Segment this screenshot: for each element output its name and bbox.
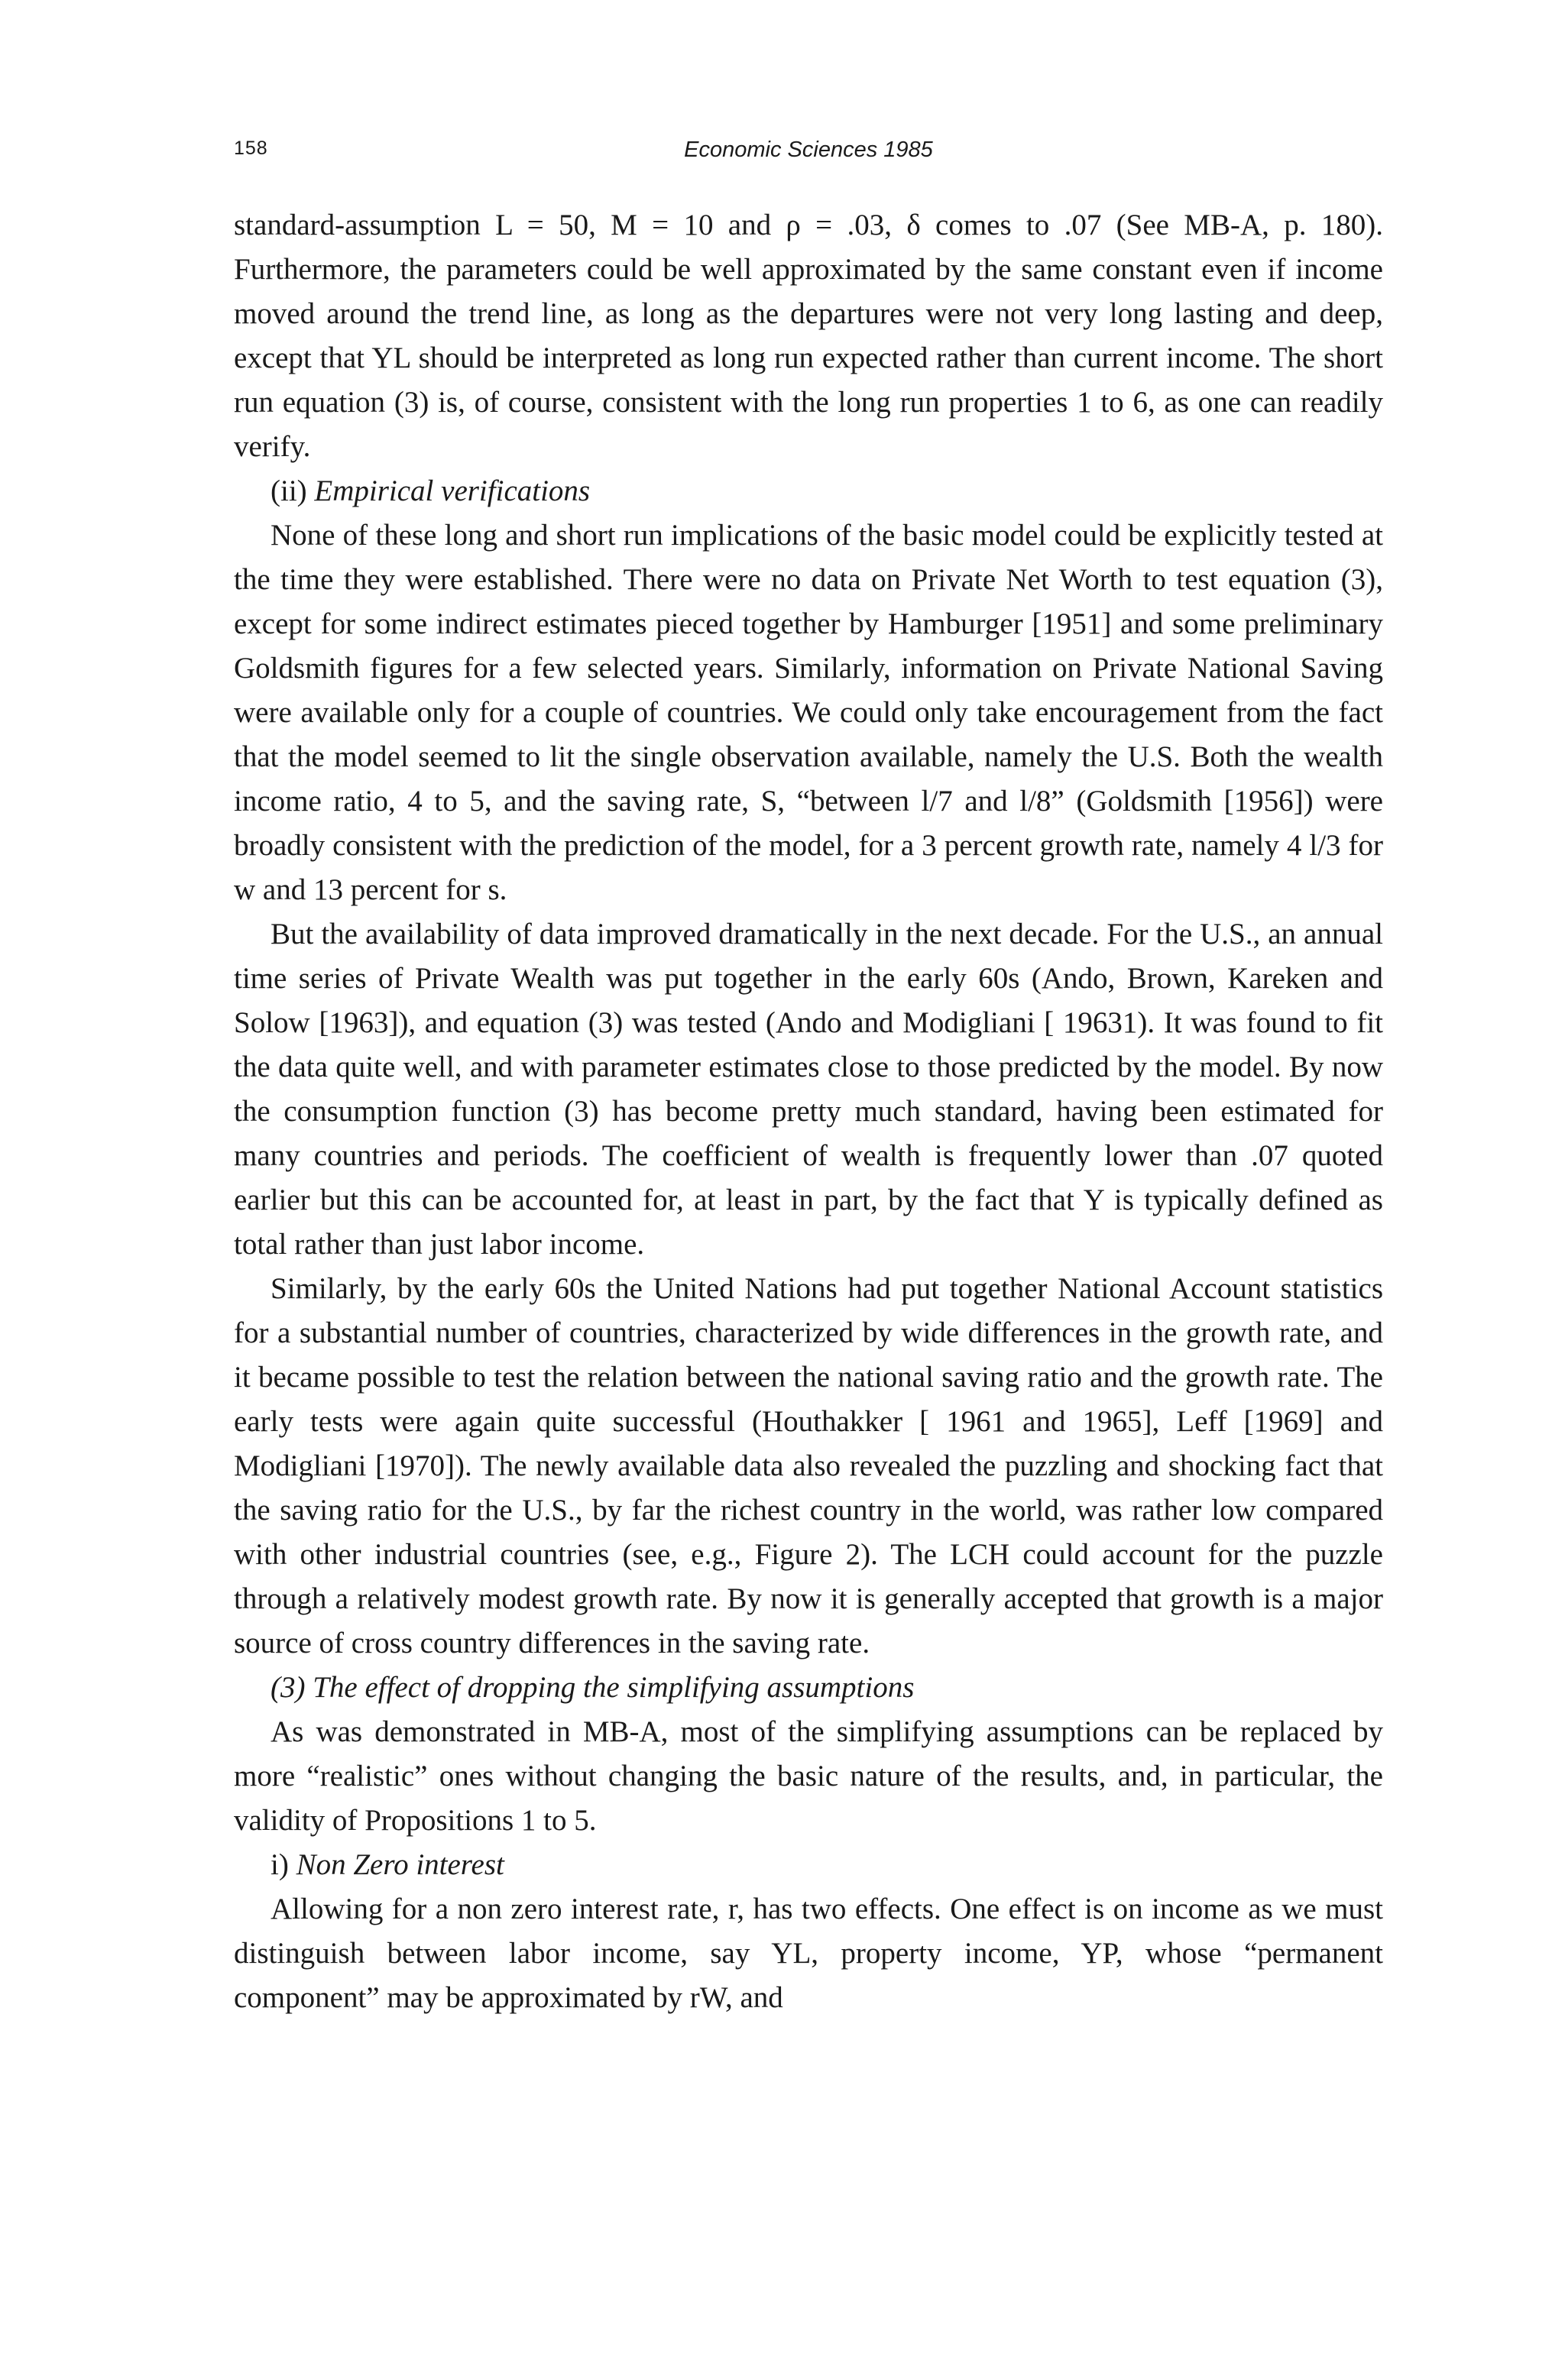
paragraph-united-nations: Similarly, by the early 60s the United Nations had put together National Account statistics for a substantial number of countries, characterized by wide differences in the growth rate, and it became possible to test the relation between the national saving ratio and the growth rate. The early tests were again quite successful (Houthakker [ 1961 and 1965], Leff [1969] and Modigliani [1970]). The newly available data also revealed the puzzling and shocking fact that the saving ratio for the U.S., by far the richest country in the world, was rather low compared with other industrial countries (see, e.g., Figure 2). The LCH could account for the puzzle through a relatively modest growth rate. By now it is generally accepted that growth is a major source of cross country differences in the saving rate.: [234, 1272, 1383, 1660]
text-body: [234, 203, 1383, 2020]
subsection-label: i): [271, 1848, 296, 1881]
subsection-title: Non Zero interest: [296, 1848, 504, 1881]
running-title: Economic Sciences 1985: [684, 138, 933, 162]
subsection-heading-non-zero-interest: [234, 1843, 1383, 1887]
paragraph-interest-rate: Allowing for a non zero interest rate, r, has two effects. One effect is on income as we must distinguish between labor income, say YL, property income, YP, whose “permanent component” may be approximated by rW, and: [234, 1893, 1383, 2014]
section-heading-simplifying-assumptions: (3) The effect of dropping the simplifying assumptions: [271, 1671, 915, 1704]
page-header: [234, 138, 1383, 176]
subsection-title: Empirical verifications: [314, 474, 591, 507]
subsection-label: (ii): [271, 474, 315, 507]
page-number: 158: [234, 138, 268, 159]
paragraph-continuation: standard-assumption L = 50, M = 10 and ρ = .03, δ comes to .07 (See MB-A, p. 180). Furthermore, the parameters could be well approximated by the same constant even if income moved around the trend line, as long as the departures were not very long lasting and deep, except that YL should be interpreted as long run expected rather than current income. The short run equation (3) is, of course, consistent with the long run properties 1 to 6, as one can readily verify.: [234, 209, 1383, 463]
subsection-heading-empirical-verifications: [234, 469, 1383, 513]
paragraph-data-availability: But the availability of data improved dramatically in the next decade. For the U.S., an annual time series of Private Wealth was put together in the early 60s (Ando, Brown, Kareken and Solow [1963]), and equation (3) was tested (Ando and Modigliani [ 19631). It was found to fit the data quite well, and with parameter estimates close to those predicted by the model. By now the consumption function (3) has become pretty much standard, having been estimated for many countries and periods. The coefficient of wealth is frequently lower than .07 quoted earlier but this can be accounted for, at least in part, by the fact that Y is typically defined as total rather than just labor income.: [234, 918, 1383, 1261]
paragraph-empirical-tests: None of these long and short run implications of the basic model could be explicitly tested at the time they were established. There were no data on Private Net Worth to test equation (3), except for some indirect estimates pieced together by Hamburger [1951] and some preliminary Goldsmith figures for a few selected years. Similarly, information on Private National Saving were available only for a couple of countries. We could only take encouragement from the fact that the model seemed to lit the single observation available, namely the U.S. Both the wealth income ratio, 4 to 5, and the saving rate, S, “between l/7 and l/8” (Goldsmith [1956]) were broadly consistent with the prediction of the model, for a 3 percent growth rate, namely 4 l/3 for w and 13 percent for s.: [234, 519, 1383, 906]
paragraph-mb-a: As was demonstrated in MB-A, most of the simplifying assumptions can be replaced by more “realistic” ones without changing the basic nature of the results, and, in particular, the validity of Propositions 1 to 5.: [234, 1715, 1383, 1837]
